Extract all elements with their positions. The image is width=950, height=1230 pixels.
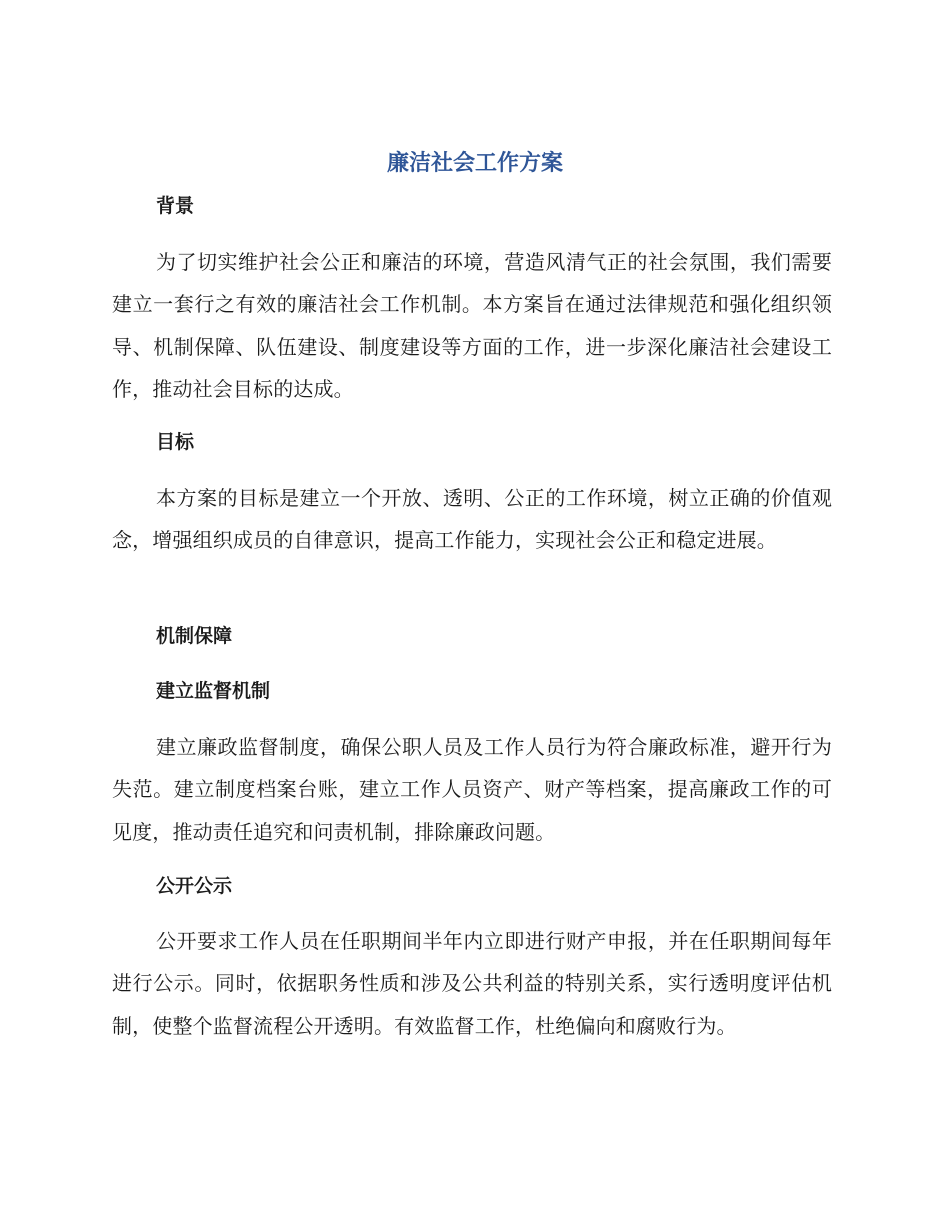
section-heading-goal: 目标 [156, 431, 195, 453]
section-paragraph-disclosure: 公开要求工作人员在任职期间半年内立即进行财产申报，并在任职期间每年进行公示。同时，依据职务性质和涉及公共利益的特别关系，实行透明度评估机制，使整个监督流程公开透明。有效监督工作，杜绝偏向和腐败行为。 [112, 929, 832, 1038]
section-paragraph-goal: 本方案的目标是建立一个开放、透明、公正的工作环境，树立正确的价值观念，增强组织成员的自律意识，提高工作能力，实现社会公正和稳定进展。 [112, 486, 832, 553]
section-heading-mechanism: 机制保障 [156, 625, 233, 647]
section-heading-background: 背景 [156, 195, 195, 217]
section-heading-disclosure: 公开公示 [156, 875, 233, 897]
section-heading-supervision: 建立监督机制 [156, 680, 271, 702]
document-title: 廉洁社会工作方案 [386, 151, 563, 176]
section-paragraph-background: 为了切实维护社会公正和廉洁的环境，营造风清气正的社会氛围，我们需要建立一套行之有效的廉洁社会工作机制。本方案旨在通过法律规范和强化组织领导、机制保障、队伍建设、制度建设等方面的工作，进一步深化廉洁社会建设工作，推动社会目标的达成。 [112, 250, 832, 402]
section-paragraph-supervision: 建立廉政监督制度，确保公职人员及工作人员行为符合廉政标准，避开行为失范。建立制度档案台账，建立工作人员资产、财产等档案，提高廉政工作的可见度，推动责任追究和问责机制，排除廉政问题。 [112, 735, 832, 844]
